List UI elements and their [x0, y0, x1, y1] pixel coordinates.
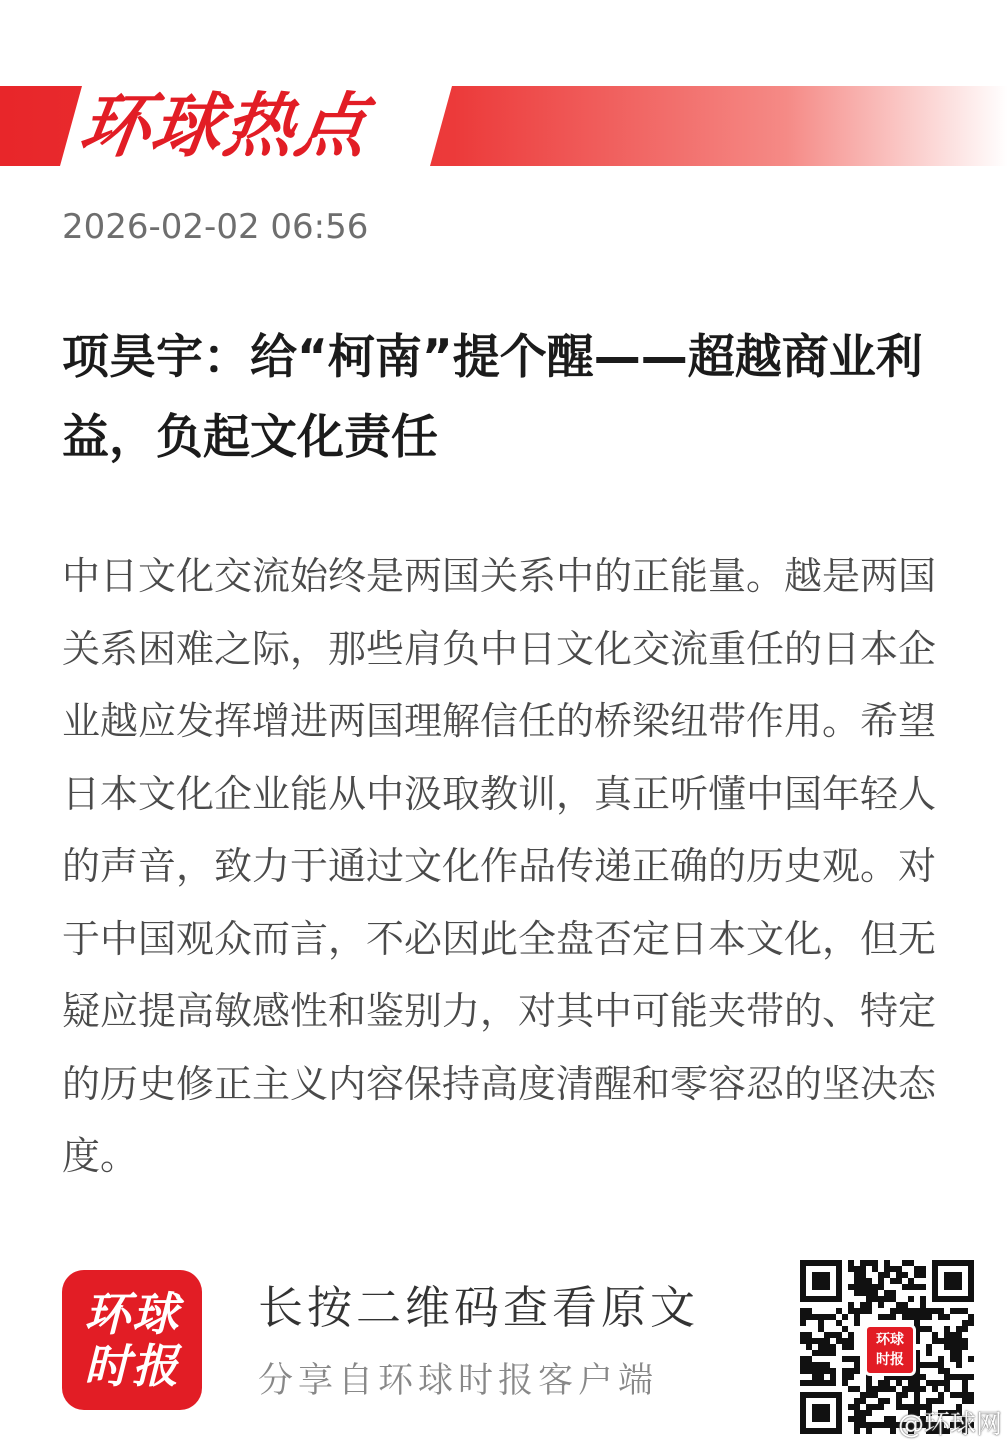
qr-center-logo: 环球 时报: [864, 1324, 916, 1376]
brand-title: 环球热点: [74, 85, 374, 167]
article-body: 中日文化交流始终是两国关系中的正能量。越是两国关系困难之际，那些肩负中日文化交流重任的日本企业越应发挥增进两国理解信任的桥梁纽带作用。希望日本文化企业能从中汲取教训，真正听懂中国年轻人的声音，致力于通过文化作品传递正确的历史观。对于中国观众而言，不必因此全盘否定日本文化，但无疑应提高敏感性和鉴别力，对其中可能夹带的、特定的历史修正主义内容保持高度清醒和零容忍的坚决态度。: [62, 554, 937, 1178]
article-timestamp: 2026-02-02 06:56: [62, 207, 369, 247]
app-logo-line2: 时报: [84, 1339, 180, 1393]
qr-prompt: 长按二维码查看原文: [258, 1281, 700, 1334]
weibo-watermark: @环球网: [897, 1410, 1002, 1440]
article-title: 项昊宇：给“柯南”提个醒——超越商业利益，负起文化责任: [62, 330, 923, 465]
share-footer: [0, 1240, 1008, 1446]
app-logo: [62, 1270, 202, 1410]
app-logo-line1: 环球: [84, 1287, 180, 1341]
share-source: 分享自环球时报客户端: [258, 1361, 659, 1401]
